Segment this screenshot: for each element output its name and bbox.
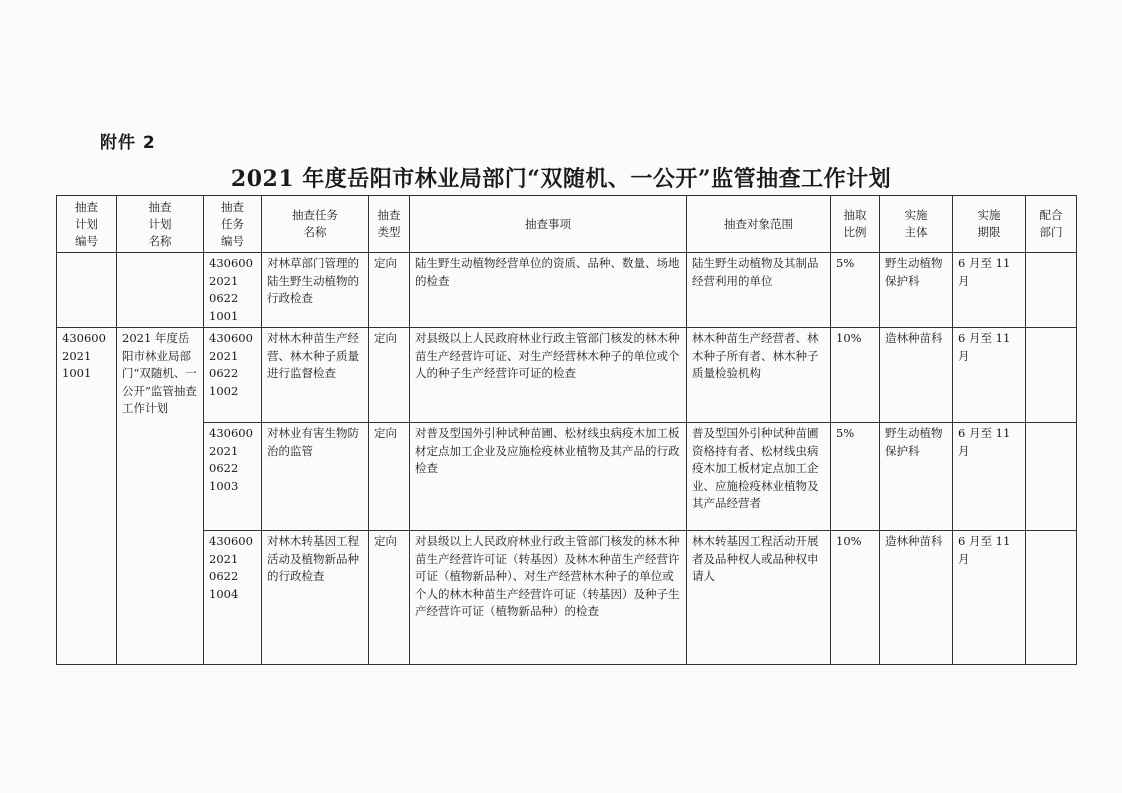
dept-cell [1026, 423, 1077, 531]
period-cell: 6 月至 11 月 [953, 328, 1026, 423]
body-cell: 造林种苗科 [880, 328, 953, 423]
body-cell: 造林种苗科 [880, 531, 953, 665]
items-cell: 对县级以上人民政府林业行政主管部门核发的林木种苗生产经营许可证、对生产经营林木种子的单位或个人的种子生产经营许可证的检查 [410, 328, 687, 423]
col-header-body: 实施 主体 [880, 196, 953, 253]
dept-cell [1026, 531, 1077, 665]
task-number-cell: 430600 2021 0622 1004 [204, 531, 262, 665]
ratio-cell: 5% [831, 253, 880, 328]
task-name-cell: 对林木转基因工程活动及植物新品种的行政检查 [262, 531, 369, 665]
inspection-plan-table [56, 195, 1077, 665]
attachment-label: 附件 2 [100, 133, 156, 153]
table-row [57, 423, 1077, 531]
task-name-cell: 对林业有害生物防治的监管 [262, 423, 369, 531]
scope-cell: 普及型国外引种试种苗圃资格持有者、松材线虫病疫木加工板材定点加工企业、应施检疫林业植物及其产品经营者 [687, 423, 831, 531]
scope-cell: 林木种苗生产经营者、林木种子所有者、林木种子质量检验机构 [687, 328, 831, 423]
body-cell: 野生动植物保护科 [880, 423, 953, 531]
plan-number-cell-empty [57, 253, 117, 328]
plan-name-cell-empty [117, 253, 204, 328]
table-row [57, 253, 1077, 328]
ratio-cell: 5% [831, 423, 880, 531]
period-cell: 6 月至 11 月 [953, 531, 1026, 665]
dept-cell [1026, 328, 1077, 423]
items-cell: 对县级以上人民政府林业行政主管部门核发的林木种苗生产经营许可证（转基因）及林木种苗生产经营许可证（植物新品种）、对生产经营林木种子的单位或个人的林木种苗生产经营许可证（转基因）及种子生产经营许可证（植物新品种）的检查 [410, 531, 687, 665]
scope-cell: 陆生野生动植物及其制品经营利用的单位 [687, 253, 831, 328]
col-header-ratio: 抽取 比例 [831, 196, 880, 253]
col-header-task-number: 抽查 任务 编号 [204, 196, 262, 253]
col-header-type: 抽查 类型 [369, 196, 410, 253]
items-cell: 陆生野生动植物经营单位的资质、品种、数量、场地的检查 [410, 253, 687, 328]
task-number-cell: 430600 2021 0622 1001 [204, 253, 262, 328]
ratio-cell: 10% [831, 328, 880, 423]
document-title: 2021 年度岳阳市林业局部门“双随机、一公开”监管抽查工作计划 [230, 166, 892, 192]
task-name-cell: 对林木种苗生产经营、林木种子质量进行监督检查 [262, 328, 369, 423]
body-cell: 野生动植物保护科 [880, 253, 953, 328]
plan-name-cell: 2021 年度岳阳市林业局部门“双随机、一公开”监管抽查工作计划 [117, 328, 204, 665]
col-header-dept: 配合 部门 [1026, 196, 1077, 253]
task-number-cell: 430600 2021 0622 1002 [204, 328, 262, 423]
type-cell: 定向 [369, 423, 410, 531]
period-cell: 6 月至 11 月 [953, 253, 1026, 328]
col-header-plan-name: 抽查 计划 名称 [117, 196, 204, 253]
table-row [57, 328, 1077, 423]
task-name-cell: 对林草部门管理的陆生野生动植物的行政检查 [262, 253, 369, 328]
dept-cell [1026, 253, 1077, 328]
table-row [57, 531, 1077, 665]
col-header-items: 抽查事项 [410, 196, 687, 253]
task-number-cell: 430600 2021 0622 1003 [204, 423, 262, 531]
col-header-period: 实施 期限 [953, 196, 1026, 253]
col-header-scope: 抽查对象范围 [687, 196, 831, 253]
period-cell: 6 月至 11 月 [953, 423, 1026, 531]
type-cell: 定向 [369, 531, 410, 665]
items-cell: 对普及型国外引种试种苗圃、松材线虫病疫木加工板材定点加工企业及应施检疫林业植物及其产品的行政检查 [410, 423, 687, 531]
col-header-task-name: 抽查任务 名称 [262, 196, 369, 253]
ratio-cell: 10% [831, 531, 880, 665]
table-header-row [57, 196, 1077, 253]
col-header-plan-number: 抽查 计划 编号 [57, 196, 117, 253]
plan-number-cell: 430600 2021 1001 [57, 328, 117, 665]
type-cell: 定向 [369, 253, 410, 328]
type-cell: 定向 [369, 328, 410, 423]
scope-cell: 林木转基因工程活动开展者及品种权人或品种权申请人 [687, 531, 831, 665]
